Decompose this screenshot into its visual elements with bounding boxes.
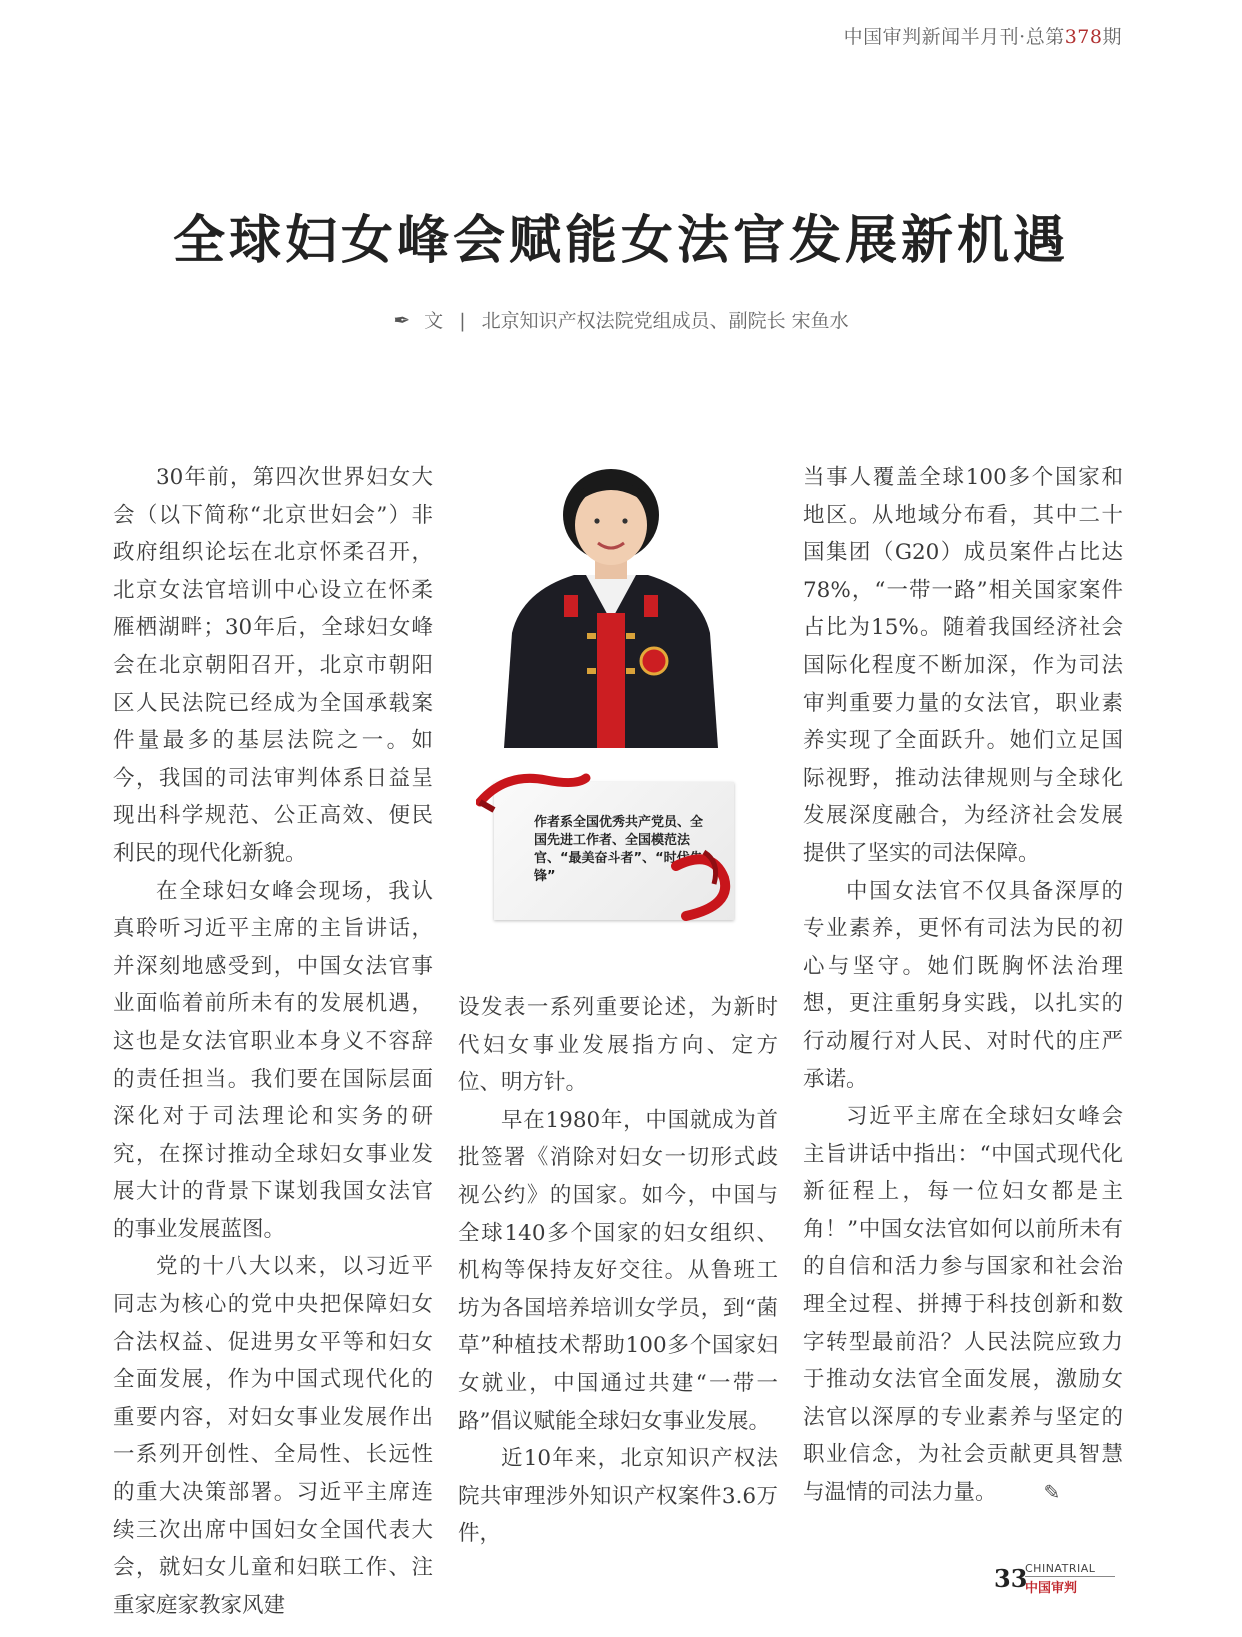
paragraph: 近10年来，北京知识产权法院共审理涉外知识产权案件3.6万件， bbox=[458, 1446, 778, 1547]
byline-divider: | bbox=[459, 310, 466, 332]
paragraph: 在全球妇女峰会现场，我认真聆听习近平主席的主旨讲话，并深刻地感受到，中国女法官事业面临着前所未有的发展机遇，这也是女法官职业本身义不容辞的责任担当。我们要在国际层面深化对于司法理论和实务的研究，在探讨推动全球妇女事业发展大计的背景下谋划我国女法官的事业发展蓝图。 bbox=[113, 878, 433, 1242]
text-column-2 bbox=[458, 989, 778, 1553]
paragraph: 当事人覆盖全球100多个国家和地区。从地域分布看，其中二十国集团（G20）成员案件占比达78%，“一带一路”相关国家案件占比为15%。随着我国经济社会国际化程度不断加深，作为司法审判重要力量的女法官，职业素养实现了全面跃升。她们立足国际视野，推动法律规则与全球化发展深度融合，为经济社会发展提供了坚实的司法保障。 bbox=[803, 465, 1123, 866]
pen-icon: ✒ bbox=[393, 308, 411, 332]
text-column-3 bbox=[803, 459, 1123, 1512]
byline-prefix: 文 bbox=[424, 310, 444, 332]
paragraph: 中国女法官不仅具备深厚的专业素养，更怀有司法为民的初心与坚守。她们既胸怀法治理想，更注重躬身实践，以扎实的行动履行对人民、对时代的庄严承诺。 bbox=[803, 878, 1123, 1092]
magazine-logo bbox=[1025, 1562, 1115, 1596]
running-header: 中国审判新闻半月刊·总第378期 bbox=[843, 26, 1122, 48]
text-column-1 bbox=[113, 459, 433, 1624]
byline bbox=[0, 306, 1242, 333]
red-ribbon-decoration bbox=[476, 766, 756, 926]
paragraph: 党的十八大以来，以习近平同志为核心的党中央把保障妇女合法权益、促进男女平等和妇女全面发展，作为中国式现代化的重要内容，对妇女事业发展作出一系列开创性、全局性、长远性的重大决策部署。习近平主席连续三次出席中国妇女全国代表大会，就妇女儿童和妇联工作、注重家庭家教家风建 bbox=[113, 1254, 433, 1618]
brand-cn: 中国审判 bbox=[1025, 1581, 1078, 1596]
paragraph: 30年前，第四次世界妇女大会（以下简称“北京世妇会”）非政府组织论坛在北京怀柔召开，北京女法官培训中心设立在怀柔雁栖湖畔；30年后，全球妇女峰会在北京朝阳召开，北京市朝阳区人民法院已经成为全国承载案件量最多的基层法院之一。如今，我国的司法审判体系日益呈现出科学规范、公正高效、便民利民的现代化新貌。 bbox=[113, 465, 433, 866]
end-mark-icon: ✎ bbox=[1043, 1480, 1061, 1505]
author-note-text: 作者系全国优秀共产党员、全国先进工作者、全国模范法官、“最美奋斗者”、“时代先锋” bbox=[534, 815, 704, 884]
page-number: 33 bbox=[994, 1564, 1028, 1593]
paragraph bbox=[803, 1098, 1123, 1512]
article-title: 全球妇女峰会赋能女法官发展新机遇 bbox=[172, 211, 1069, 271]
byline-author: 北京知识产权法院党组成员、副院长 宋鱼水 bbox=[481, 310, 849, 332]
brand-en: CHINATRIAL bbox=[1025, 1562, 1115, 1577]
paragraph-text: 习近平主席在全球妇女峰会主旨讲话中指出：“中国式现代化新征程上，每一位妇女都是主角！”中国女法官如何以前所未有的自信和活力参与国家和社会治理全过程、拼搏于科技创新和数字转型最前沿？人民法院应致力于推动女法官全面发展，激励女法官以深厚的专业素养与坚定的职业信念，为社会贡献更具智慧与温情的司法力量。 bbox=[803, 1104, 1123, 1506]
paragraph: 设发表一系列重要论述，为新时代妇女事业发展指方向、定方位、明方针。 bbox=[458, 995, 778, 1096]
paragraph: 早在1980年，中国就成为首批签署《消除对妇女一切形式歧视公约》的国家。如今，中国与全球140多个国家的妇女组织、机构等保持友好交往。从鲁班工坊为各国培养培训女学员，到“菌草”种植技术帮助100多个国家妇女就业，中国通过共建“一带一路”倡议赋能全球妇女事业发展。 bbox=[458, 1107, 778, 1434]
author-photo bbox=[494, 463, 728, 748]
